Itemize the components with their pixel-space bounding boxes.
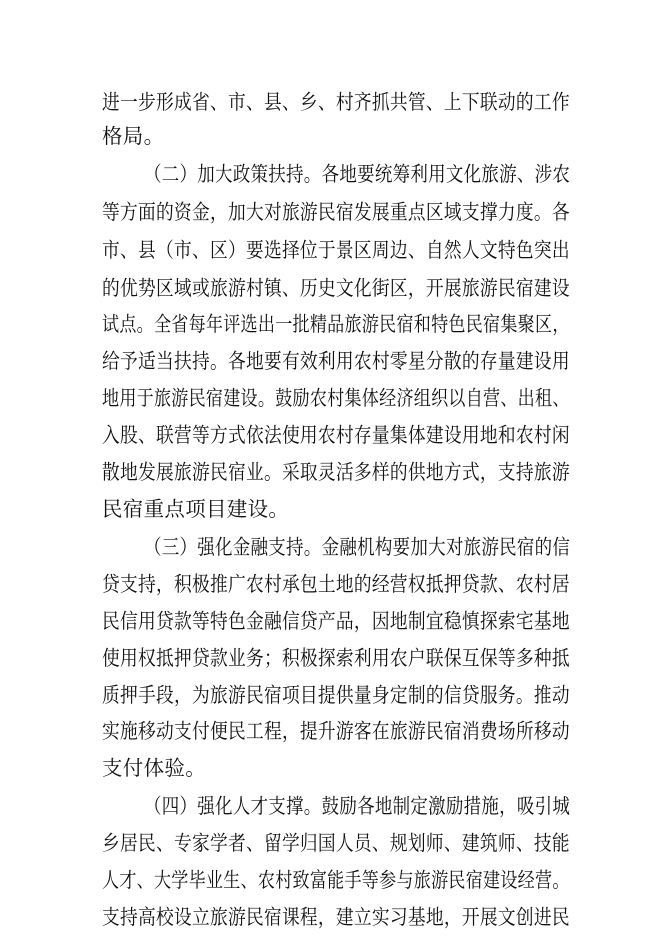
text-line: 散地发展旅游民宿业。采取灵活多样的供地方式，支持旅游 xyxy=(102,460,570,484)
text-line: 进一步形成省、市、县、乡、村齐抓共管、上下联动的工作 xyxy=(102,90,570,114)
text-line: 入股、联营等方式依法使用农村存量集体建设用地和农村闲 xyxy=(102,423,570,447)
text-line: 人才、大学毕业生、农村致富能手等参与旅游民宿建设经营。 xyxy=(102,868,570,892)
text-line: 等方面的资金，加大对旅游民宿发展重点区域支撑力度。各 xyxy=(102,200,570,224)
text-line: 民信用贷款等特色金融信贷产品，因地制宜稳慎探索宅基地 xyxy=(102,609,570,633)
text-line: 支付体验。 xyxy=(102,756,206,780)
text-line: 使用权抵押贷款业务；积极探索利用农户联保互保等多种抵 xyxy=(102,646,570,670)
text-line: 乡居民、专家学者、留学归国人员、规划师、建筑师、技能 xyxy=(102,831,570,855)
text-line: 给予适当扶持。各地要有效利用农村零星分散的存量建设用 xyxy=(102,349,570,373)
text-line: 格局。 xyxy=(102,124,165,148)
section-heading-line: （四）强化人才支撑。鼓励各地制定激励措施，吸引城 xyxy=(144,794,571,818)
text-line: 支持高校设立旅游民宿课程，建立实习基地，开展文创进民 xyxy=(102,905,570,929)
text-line: 市、县（市、区）要选择位于景区周边、自然人文特色突出 xyxy=(102,238,570,262)
text-line: 地用于旅游民宿建设。鼓励农村集体经济组织以自营、出租、 xyxy=(102,386,570,410)
text-line: 实施移动支付便民工程，提升游客在旅游民宿消费场所移动 xyxy=(102,719,570,743)
text-line: 的优势区域或旅游村镇、历史文化街区，开展旅游民宿建设 xyxy=(102,276,570,300)
text-line: 试点。全省每年评选出一批精品旅游民宿和特色民宿集聚区， xyxy=(102,312,570,336)
text-line: 贷支持，积极推广农村承包土地的经营权抵押贷款、农村居 xyxy=(102,572,570,596)
section-heading-line: （二）加大政策扶持。各地要统筹利用文化旅游、涉农 xyxy=(144,162,571,186)
text-line: 民宿重点项目建设。 xyxy=(102,497,290,521)
section-heading-line: （三）强化金融支持。金融机构要加大对旅游民宿的信 xyxy=(144,535,571,559)
text-line: 质押手段，为旅游民宿项目提供量身定制的信贷服务。推动 xyxy=(102,683,570,707)
